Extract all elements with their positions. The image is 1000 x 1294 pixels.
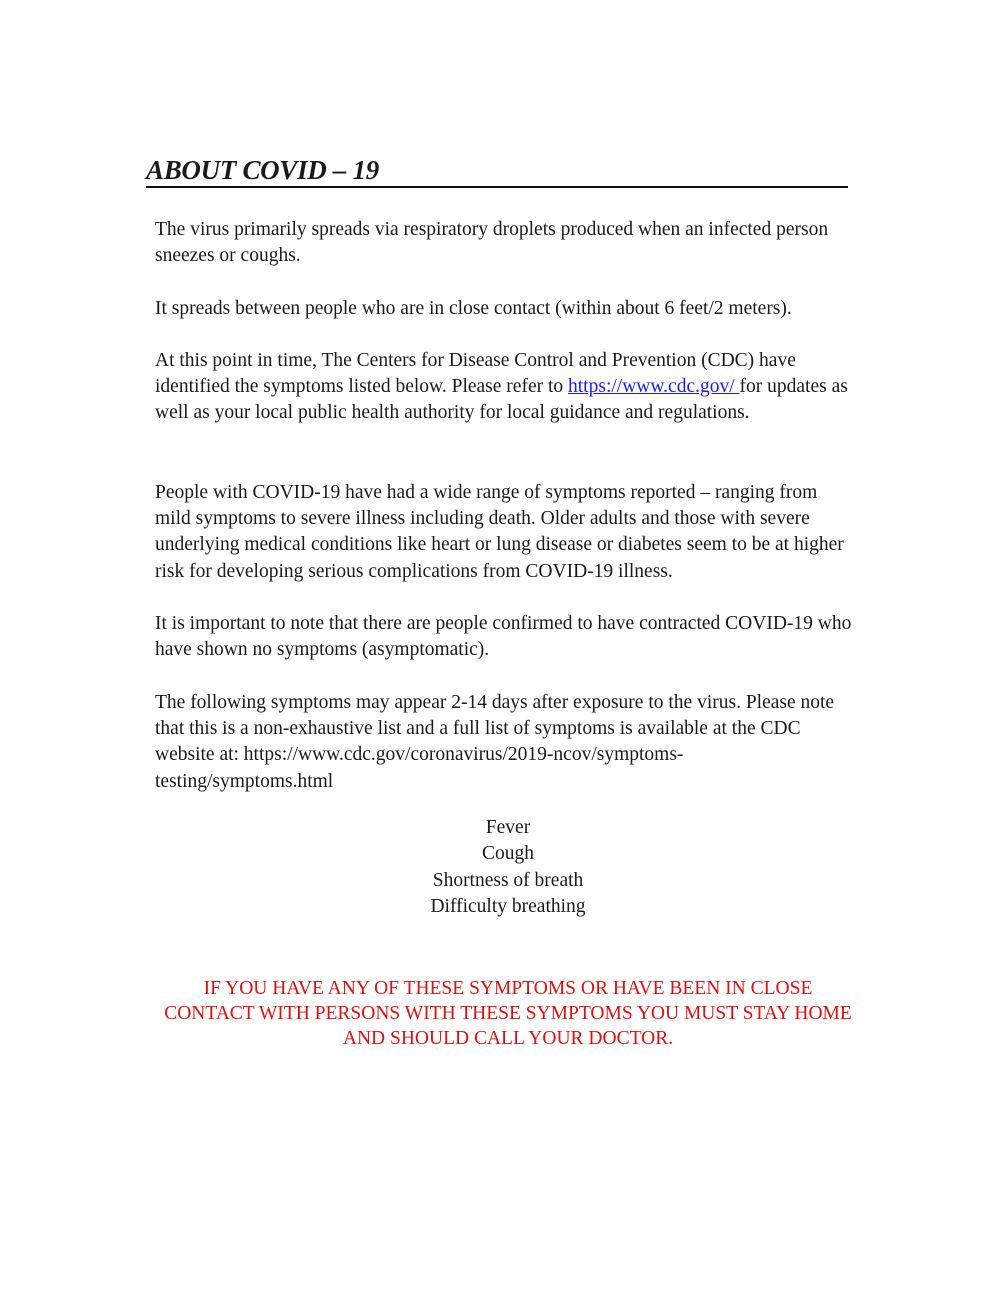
paragraph-close-contact: It spreads between people who are in close contact (within about 6 feet/2 meters). <box>155 298 792 319</box>
symptom-item-cough: Cough <box>481 843 534 865</box>
symptom-item-difficulty-breathing: Difficulty breathing <box>430 895 586 917</box>
cdc-link[interactable]: https://www.cdc.gov/ <box>568 376 740 398</box>
paragraph-transmission: The virus primarily spreads via respiratory droplets produced when an infected person sneezes or coughs. <box>155 219 829 267</box>
paragraph-symptom-range: People with COVID-19 have had a wide range of symptoms reported – ranging from mild symptoms to severe illness including death. Older adults and those with severe underlying medical conditions like heart or lung disease or diabetes seem to be at higher risk for developing serious complications from COVID-19 illness. <box>155 482 844 582</box>
stay-home-warning: IF YOU HAVE ANY OF THESE SYMPTOMS OR HAVE BEEN IN CLOSE CONTACT WITH PERSONS WITH THESE SYMPTOMS YOU MUST STAY HOME AND SHOULD CALL YOUR DOCTOR. <box>164 978 852 1049</box>
paragraph-cdc-guidance <box>155 348 855 427</box>
symptom-item-fever: Fever <box>485 817 531 838</box>
symptom-list <box>0 815 1000 920</box>
paragraph-asymptomatic: It is important to note that there are people confirmed to have contracted COVID-19 who have shown no symptoms (asymptomatic). <box>155 613 852 661</box>
paragraph-cdc-guidance-text-end: for updates as well as your local public health authority for local guidance and regulations. <box>155 376 848 424</box>
symptom-item-shortness-of-breath: Shortness of breath <box>432 869 584 891</box>
paragraph-symptom-onset: The following symptoms may appear 2-14 days after exposure to the virus. Please note that this is a non-exhaustive list and a full list of symptoms is available at the CDC website at: https://www.cdc.gov/coronavirus/2019-ncov/symptoms-testing/symptoms.html <box>155 692 835 792</box>
paragraph-cdc-guidance-text: At this point in time, The Centers for Disease Control and Prevention (CDC) have identified the symptoms listed below. Please refer to <box>155 350 796 398</box>
page-title: ABOUT COVID – 19 <box>146 152 848 188</box>
